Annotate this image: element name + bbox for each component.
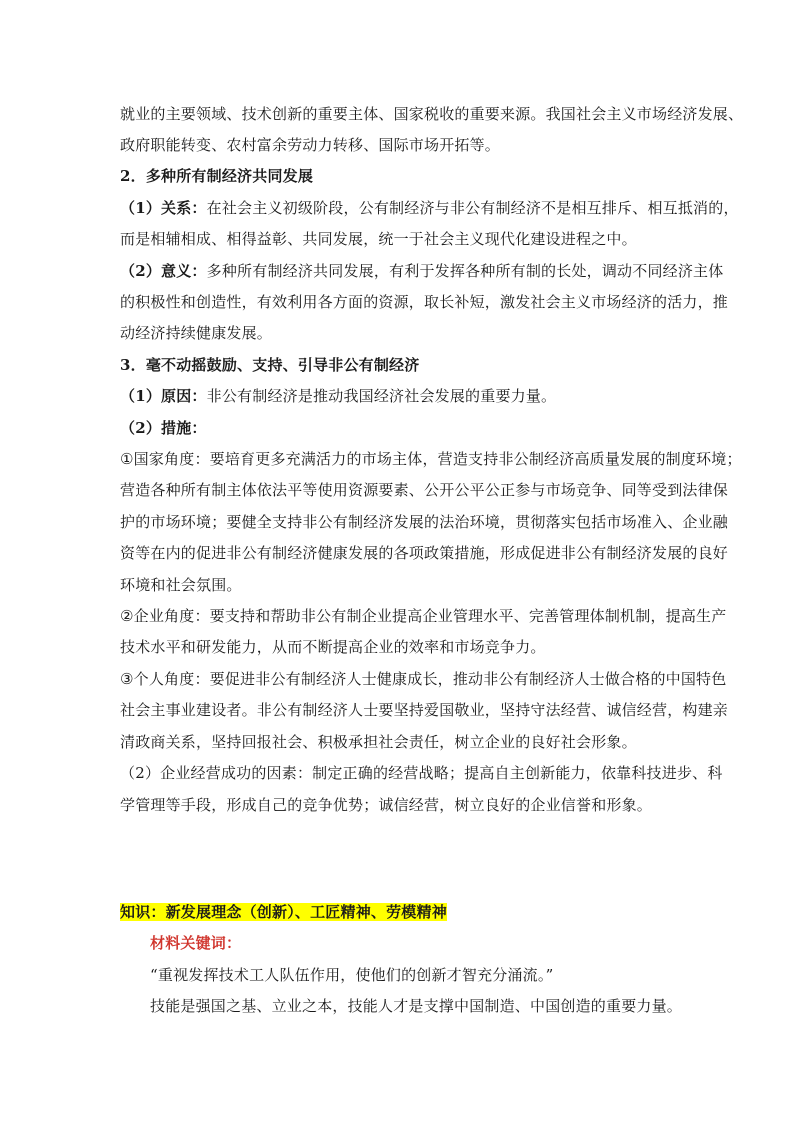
knowledge-heading: [120, 902, 447, 922]
reason-label: （1）原因：: [120, 387, 207, 405]
paragraph-line: （2）企业经营成功的因素：制定正确的经营战略；提高自主创新能力，依靠科技进步、科: [120, 764, 723, 782]
reason-text: 非公有制经济是推动我国经济社会发展的重要力量。: [206, 387, 557, 405]
paragraph-line: ③个人角度：要促进非公有制经济人士健康成长，推动非公有制经济人士做合格的中国特色: [120, 670, 727, 688]
measures-label: （2）措施：: [120, 419, 207, 437]
paragraph-line: 技能是强国之基、立业之本，技能人才是支撑中国制造、中国创造的重要力量。: [150, 997, 683, 1015]
paragraph-line: 资等在内的促进非公有制经济健康发展的各项政策措施，形成促进非公有制经济发展的良好: [120, 544, 729, 562]
reason-paragraph: [120, 386, 556, 406]
keywords-label: 材料关键词：: [150, 934, 242, 952]
knowledge-highlight: 知识：新发展理念（创新）、工匠精神、劳模精神: [120, 903, 447, 921]
section-heading-3: 3．毫不动摇鼓励、支持、引导非公有制经济: [120, 356, 420, 374]
paragraph-line: 护的市场环境；要健全支持非公有制经济发展的法治环境，贯彻落实包括市场准入、企业融: [120, 513, 729, 531]
relation-label: （1）关系：: [120, 199, 207, 217]
relation-text: 在社会主义初级阶段，公有制经济与非公有制经济不是相互排斥、相互抵消的，: [206, 199, 739, 217]
paragraph-line: 动经济持续健康发展。: [120, 324, 273, 342]
paragraph-line: 学管理等手段，形成自己的竞争优势；诚信经营，树立良好的企业信誉和形象。: [120, 796, 653, 814]
paragraph-line: 技术水平和研发能力，从而不断提高企业的效率和市场竞争力。: [120, 638, 546, 656]
paragraph-line: 而是相辅相成、相得益彰、共同发展，统一于社会主义现代化建设进程之中。: [120, 230, 637, 248]
quote-line: “重视发挥技术工人队伍作用，使他们的创新才智充分涌流。”: [150, 966, 554, 984]
significance-paragraph: [120, 261, 723, 281]
paragraph-line: 政府职能转变、农村富余劳动力转移、国际市场开拓等。: [120, 136, 501, 154]
significance-text: 多种所有制经济共同发展，有利于发挥各种所有制的长处，调动不同经济主体: [206, 262, 724, 280]
paragraph-line: 的积极性和创造性，有效利用各方面的资源，取长补短，激发社会主义市场经济的活力，推: [120, 293, 729, 311]
significance-label: （2）意义：: [120, 262, 207, 280]
relation-paragraph: [120, 198, 739, 218]
section-heading-2: 2．多种所有制经济共同发展: [120, 167, 314, 185]
paragraph-line: 清政商关系，坚持回报社会、积极承担社会责任，树立企业的良好社会形象。: [120, 733, 637, 751]
paragraph-line: 营造各种所有制主体依法平等使用资源要素、公开公平公正参与市场竞争、同等受到法律保: [120, 481, 729, 499]
paragraph-line: ②企业角度：要支持和帮助非公有制企业提高企业管理水平、完善管理体制机制，提高生产: [120, 607, 727, 625]
paragraph-line: ①国家角度：要培育更多充满活力的市场主体，营造支持非公制经济高质量发展的制度环境；: [120, 450, 742, 468]
paragraph-line: 环境和社会氛围。: [120, 576, 242, 594]
paragraph-line: 社会主事业建设者。非公有制经济人士要坚持爱国敬业，坚持守法经营、诚信经营，构建亲: [120, 701, 729, 719]
paragraph-line: 就业的主要领域、技术创新的重要主体、国家税收的重要来源。我国社会主义市场经济发展、: [120, 105, 744, 123]
